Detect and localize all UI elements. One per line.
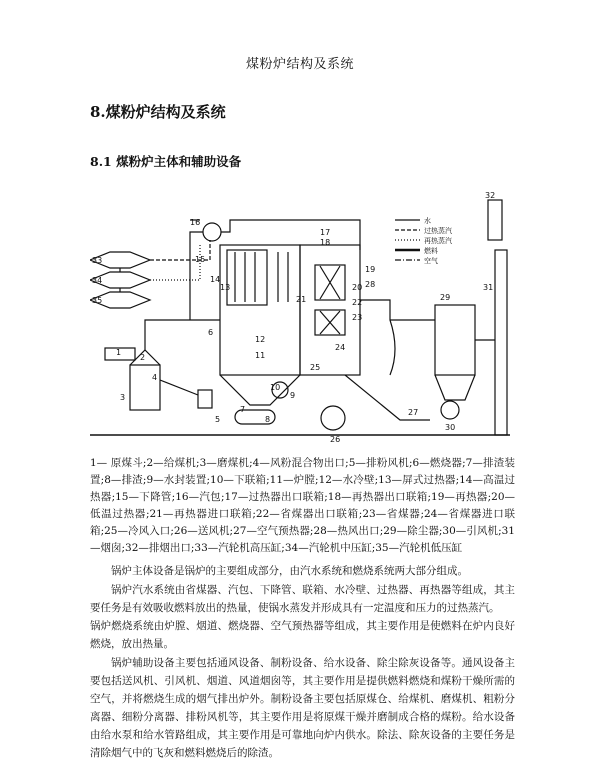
label-30: 30 <box>445 423 456 432</box>
label-2: 2 <box>140 353 146 362</box>
legend-superheated-steam: 过热蒸汽 <box>424 227 452 235</box>
label-33: 33 <box>92 256 103 265</box>
label-3: 3 <box>120 393 126 402</box>
label-15: 15 <box>195 255 206 264</box>
section-title: 8.煤粉炉结构及系统 <box>90 103 226 121</box>
label-26: 26 <box>330 435 341 444</box>
label-34: 34 <box>92 276 103 285</box>
label-8: 8 <box>265 415 271 424</box>
paragraph-3: 锅炉燃烧系统由炉膛、烟道、燃烧器、空气预热器等组成，其主要作用是使燃料在炉内良好燃烧，放出热量。 <box>90 620 515 650</box>
page-header: 煤粉炉结构及系统 <box>245 57 354 72</box>
label-4: 4 <box>152 373 158 382</box>
label-16: 16 <box>190 218 201 227</box>
label-29: 29 <box>440 293 451 302</box>
label-13: 13 <box>220 283 231 292</box>
label-6: 6 <box>208 328 214 337</box>
legend-air: 空气 <box>424 257 438 265</box>
label-28: 28 <box>365 280 376 289</box>
paragraph-1: 锅炉主体设备是锅炉的主要组成部分，由汽水系统和燃烧系统两大部分组成。 <box>111 565 468 577</box>
label-32: 32 <box>485 191 496 200</box>
boiler-system-diagram <box>90 190 510 450</box>
legend-reheated-steam: 再热蒸汽 <box>424 237 452 245</box>
label-11: 11 <box>255 351 266 360</box>
label-27: 27 <box>408 408 419 417</box>
label-7: 7 <box>240 405 246 414</box>
paragraph-4: 锅炉辅助设备主要包括通风设备、制粉设备、给水设备、除尘除灰设备等。通风设备主要包括送风机、引风机、烟道、风道烟囱等，其主要作用是提供燃料燃烧和煤粉干燥所需的空气，并将燃烧生成的烟气排出炉外。制粉设备主要包括原煤仓、给煤机、磨煤机、粗粉分离器、细粉分离器、排粉风机等，其主要作用是将原煤干燥并磨制成合格的煤粉。给水设备由给水泵和给水管路组成，其主要作用是可靠地向炉内供水。除法、除灰设备的主要任务是清除烟气中的飞灰和燃料燃烧后的除渣。 <box>90 657 515 759</box>
label-9: 9 <box>290 391 296 400</box>
label-20: 20 <box>352 283 363 292</box>
paragraph-2: 锅炉汽水系统由省煤器、汽包、下降管、联箱、水冷壁、过热器、再热器等组成，其主要任务是有效吸收燃料放出的热量，使锅水蒸发并形成具有一定温度和压力的过热蒸汽。 <box>90 584 515 614</box>
label-22: 22 <box>352 298 363 307</box>
legend-water: 水 <box>424 217 431 225</box>
legend-fuel: 燃料 <box>424 247 438 255</box>
label-21: 21 <box>296 295 307 304</box>
label-12: 12 <box>255 335 266 344</box>
subsection-title: 8.1 煤粉炉主体和辅助设备 <box>90 154 242 169</box>
figure-caption: 1— 原煤斗;2—给煤机;3—磨煤机;4—风粉混合物出口;5—排粉风机;6—燃烧器;7—排渣装置;8—排渣;9—水封装置;10—下联箱;11—炉膛;12—水冷壁;13—屏式过热器;14—高温过热器;15—下降管;16—汽包;17—过热器出口联箱;18—再热器出口联箱;19—再热器;20—低温过热器;21—再热器进口联箱;22—省煤器出口联箱;23—省煤器;24—省煤器进口联箱;25—冷风入口;26—送风机;27—空气预热器;28—热风出口;29—除尘器;30—引风机;31—烟囱;32—排烟出口;33—汽轮机高压缸;34—汽轮机中压缸;35—汽轮机低压缸 <box>90 457 515 554</box>
label-19: 19 <box>365 265 376 274</box>
label-24: 24 <box>335 343 346 352</box>
label-10: 10 <box>270 383 281 392</box>
label-14: 14 <box>210 275 221 284</box>
label-31: 31 <box>483 283 494 292</box>
label-25: 25 <box>310 363 321 372</box>
label-18: 18 <box>320 238 331 247</box>
label-23: 23 <box>352 313 363 322</box>
label-17: 17 <box>320 228 331 237</box>
label-35: 35 <box>92 296 103 305</box>
label-1: 1 <box>116 348 122 357</box>
label-5: 5 <box>215 415 221 424</box>
